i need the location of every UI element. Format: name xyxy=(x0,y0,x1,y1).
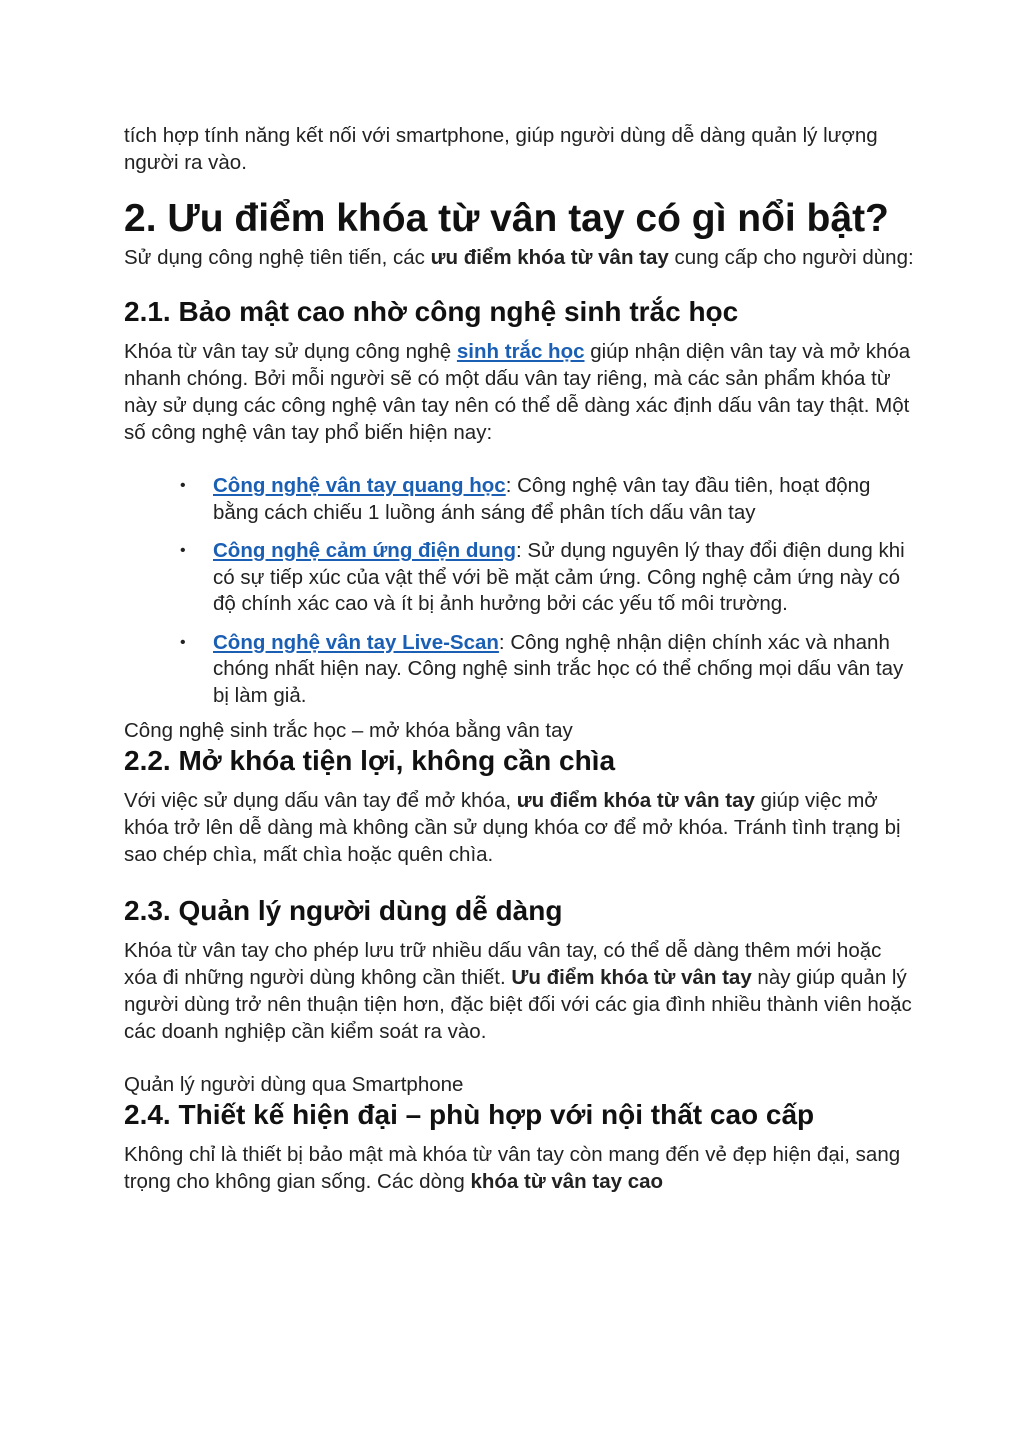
section-2-3-bold: Ưu điểm khóa từ vân tay xyxy=(511,966,752,989)
list-item-text: : Công nghệ nhận diện chính xác và nhanh chóng nhất hiện nay. Công nghệ sinh trắc học có thể chống mọi dấu vân tay bị làm giả. xyxy=(213,630,904,707)
list-item xyxy=(124,538,914,618)
section-2-2-text: Với việc sử dụng dấu vân tay để mở khóa, xyxy=(124,789,517,812)
section-2-3-text-end: này giúp quản lý người dùng trở nên thuận tiện hơn, đặc biệt đối với các gia đình nhiều thành viên hoặc các doanh nghiệp cần kiểm soát ra vào. xyxy=(124,966,912,1043)
section-2-2-paragraph xyxy=(124,787,914,868)
section-2-1-text: Khóa từ vân tay sử dụng công nghệ xyxy=(124,340,457,363)
section-2-2-text-end: giúp việc mở khóa trở lên dễ dàng mà không cần sử dụng khóa cơ để mở khóa. Tránh tình trạng bị sao chép chìa, mất chìa hoặc quên chìa. xyxy=(124,789,901,866)
intro-paragraph xyxy=(124,122,914,176)
section-2-1-text-end: giúp nhận diện vân tay và mở khóa nhanh chóng. Bởi mỗi người sẽ có một dấu vân tay riêng, mà các sản phẩm khóa từ này sử dụng các công nghệ vân tay nên có thể dễ dàng xác định dấu vân tay thật. Một số công nghệ vân tay phổ biến hiện nay: xyxy=(124,340,911,444)
bullet-icon: • xyxy=(180,477,186,494)
section-2-1-paragraph xyxy=(124,338,914,446)
image-caption-biometrics: Công nghệ sinh trắc học – mở khóa bằng vân tay xyxy=(124,719,573,742)
section-2-3-paragraph xyxy=(124,937,914,1045)
section-2-4-bold: khóa từ vân tay cao xyxy=(470,1170,664,1193)
section-2-intro xyxy=(124,244,914,271)
section-2-4-text: Không chỉ là thiết bị bảo mật mà khóa từ vân tay còn mang đến vẻ đẹp hiện đại, sang trọng cho không gian sống. Các dòng xyxy=(124,1143,901,1193)
section-2-heading: 2. Ưu điểm khóa từ vân tay có gì nổi bật? xyxy=(124,197,889,240)
section-2-2-bold: ưu điểm khóa từ vân tay xyxy=(516,789,755,812)
optical-fingerprint-link[interactable]: Công nghệ vân tay quang học xyxy=(213,474,506,497)
section-2-1-heading: 2.1. Bảo mật cao nhờ công nghệ sinh trắc học xyxy=(124,296,739,327)
list-item-text: : Sử dụng nguyên lý thay đổi điện dung khi có sự tiếp xúc của vật thể với bề mặt cảm ứng. Công nghệ cảm ứng này có độ chính xác cao và ít bị ảnh hưởng bởi các yếu tố môi trường. xyxy=(213,539,905,615)
section-2-intro-text-end: cung cấp cho người dùng: xyxy=(668,246,914,269)
document-page xyxy=(124,122,914,1195)
image-caption-smartphone: Quản lý người dùng qua Smartphone xyxy=(124,1073,464,1096)
capacitive-sensor-link[interactable]: Công nghệ cảm ứng điện dung xyxy=(213,539,516,562)
section-2-intro-bold: ưu điểm khóa từ vân tay xyxy=(430,246,669,269)
list-item xyxy=(124,473,914,526)
live-scan-link[interactable]: Công nghệ vân tay Live-Scan xyxy=(213,630,499,654)
bullet-icon: • xyxy=(180,542,186,559)
biometrics-link[interactable]: sinh trắc học xyxy=(456,340,585,363)
fingerprint-tech-list xyxy=(124,473,914,709)
bullet-icon: • xyxy=(180,633,186,651)
section-2-intro-text: Sử dụng công nghệ tiên tiến, các xyxy=(124,246,431,269)
intro-text: tích hợp tính năng kết nối với smartphone, giúp người dùng dễ dàng quản lý lượng người ra vào. xyxy=(124,124,878,174)
section-2-4-heading: 2.4. Thiết kế hiện đại – phù hợp với nội thất cao cấp xyxy=(124,1099,815,1130)
list-item xyxy=(124,630,914,710)
section-2-2-heading: 2.2. Mở khóa tiện lợi, không cần chìa xyxy=(124,745,616,776)
section-2-3-text: Khóa từ vân tay cho phép lưu trữ nhiều dấu vân tay, có thể dễ dàng thêm mới hoặc xóa đi những người dùng không cần thiết. xyxy=(124,939,882,989)
section-2-4-paragraph xyxy=(124,1141,914,1195)
list-item-text: : Công nghệ vân tay đầu tiên, hoạt động bằng cách chiếu 1 luồng ánh sáng để phân tích dấu vân tay xyxy=(213,474,871,524)
section-2-3-heading: 2.3. Quản lý người dùng dễ dàng xyxy=(124,895,563,926)
